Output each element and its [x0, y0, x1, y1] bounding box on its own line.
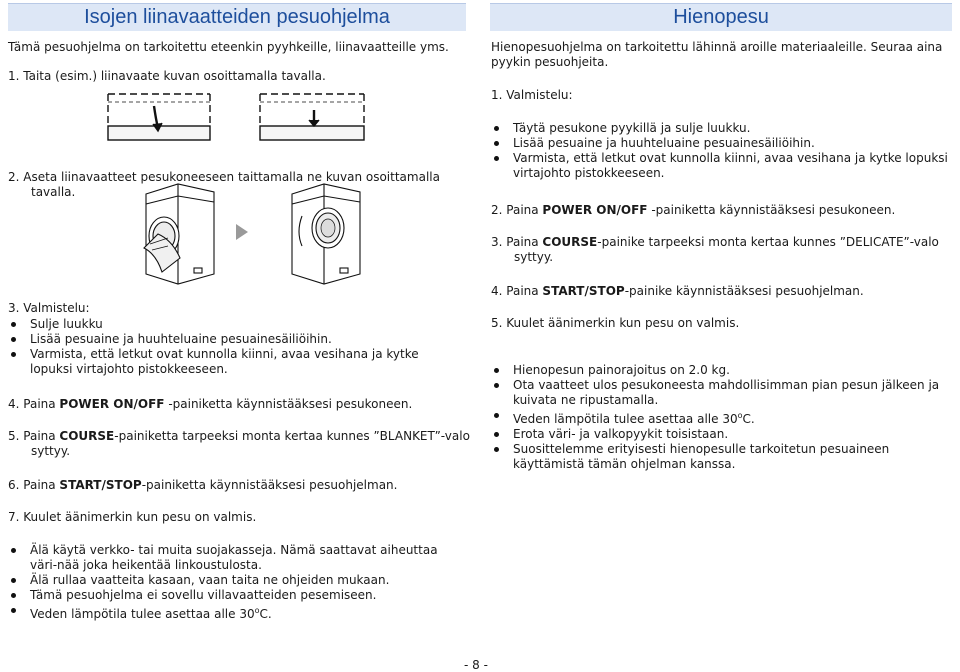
- list-item: Suosittelemme erityisesti hienopesulle tarkoitetun pesuaineen käyttämistä tämän ohjelman kanssa.: [491, 442, 956, 472]
- intro-text-left: Tämä pesuohjelma on tarkoitettu eteenkin pyyhkeille, liinavaatteille yms.: [8, 40, 449, 54]
- washing-machine-loading-illustration: [128, 178, 368, 290]
- folding-illustration: [106, 92, 368, 144]
- step-3-right: 3. Paina COURSE-painike tarpeeksi monta kertaa kunnes ”DELICATE”-valo syttyy.: [491, 235, 939, 264]
- folded-towel-2: [260, 94, 364, 140]
- page-number: - 8 -: [464, 658, 488, 672]
- start-stop-button-label: START/STOP: [59, 478, 142, 492]
- power-button-label: POWER ON/OFF: [59, 397, 165, 411]
- folded-towel-1: [108, 94, 210, 140]
- list-item: Erota väri- ja valkopyykit toisistaan.: [491, 427, 956, 442]
- step-2-right: 2. Paina POWER ON/OFF -painiketta käynnistääksesi pesukoneen.: [491, 203, 896, 217]
- step-5-right: 5. Kuulet äänimerkin kun pesu on valmis.: [491, 316, 740, 330]
- notes-list-left: [8, 543, 468, 622]
- list-item: Älä käytä verkko- tai muita suojakasseja. Nämä saattavat aiheuttaa väri-nää joka heikentää linkoustulosta.: [8, 543, 468, 573]
- list-item: Lisää pesuaine ja huuhteluaine pesuainesäiliöihin.: [491, 136, 953, 151]
- list-item: Täytä pesukone pyykillä ja sulje luukku.: [491, 121, 953, 136]
- step-3-list-left: [8, 317, 458, 377]
- washing-machine-1: [144, 184, 214, 284]
- step-5-left: 5. Paina COURSE-painiketta tarpeeksi monta kertaa kunnes ”BLANKET”-valo syttyy.: [8, 429, 470, 458]
- notes-list-right: [491, 363, 956, 472]
- list-item: Älä rullaa vaatteita kasaan, vaan taita ne ohjeiden mukaan.: [8, 573, 468, 588]
- step-1-title-right: 1. Valmistelu:: [491, 88, 573, 102]
- step-1-list-right: [491, 121, 953, 181]
- step-1-left: 1. Taita (esim.) liinavaate kuvan osoittamalla tavalla.: [8, 69, 326, 83]
- list-item: Varmista, että letkut ovat kunnolla kiinni, avaa vesihana ja kytke lopuksi virtajohto pistokkeeseen.: [8, 347, 458, 377]
- course-button-label: COURSE: [542, 235, 598, 249]
- start-stop-button-label: START/STOP: [542, 284, 625, 298]
- list-item: Varmista, että letkut ovat kunnolla kiinni, avaa vesihana ja kytke lopuksi virtajohto pistokkeeseen.: [491, 151, 953, 181]
- list-item: Veden lämpötila tulee asettaa alle 30$^o$C.: [491, 408, 956, 427]
- course-button-label: COURSE: [59, 429, 115, 443]
- section-header-left: Isojen liinavaatteiden pesuohjelma: [8, 3, 466, 31]
- power-button-label: POWER ON/OFF: [542, 203, 648, 217]
- list-item: Veden lämpötila tulee asettaa alle 30$^o$C.: [8, 603, 468, 622]
- play-arrow-icon: [236, 224, 248, 240]
- washing-machine-2: [292, 184, 360, 284]
- list-item: Hienopesun painorajoitus on 2.0 kg.: [491, 363, 956, 378]
- list-item: Lisää pesuaine ja huuhteluaine pesuainesäiliöihin.: [8, 332, 458, 347]
- step-2-left-cont: tavalla.: [31, 185, 76, 199]
- list-item: Tämä pesuohjelma ei sovellu villavaatteiden pesemiseen.: [8, 588, 468, 603]
- intro-text-right: Hienopesuohjelma on tarkoitettu lähinnä aroille materiaaleille. Seuraa aina pyykin pesuohjeita.: [491, 40, 943, 69]
- step-6-left: 6. Paina START/STOP-painiketta käynnistääksesi pesuohjelman.: [8, 478, 398, 492]
- section-header-right: Hienopesu: [490, 3, 952, 31]
- step-4-right: 4. Paina START/STOP-painike käynnistääksesi pesuohjelman.: [491, 284, 864, 298]
- step-2-left: 2. Aseta liinavaatteet pesukoneeseen taittamalla ne kuvan osoittamalla: [8, 170, 440, 184]
- step-7-left: 7. Kuulet äänimerkin kun pesu on valmis.: [8, 510, 257, 524]
- list-item: Ota vaatteet ulos pesukoneesta mahdollisimman pian pesun jälkeen ja kuivata ne ripustamalla.: [491, 378, 956, 408]
- list-item: Sulje luukku: [8, 317, 458, 332]
- step-3-title-left: 3. Valmistelu:: [8, 301, 90, 315]
- step-4-left: 4. Paina POWER ON/OFF -painiketta käynnistääksesi pesukoneen.: [8, 397, 413, 411]
